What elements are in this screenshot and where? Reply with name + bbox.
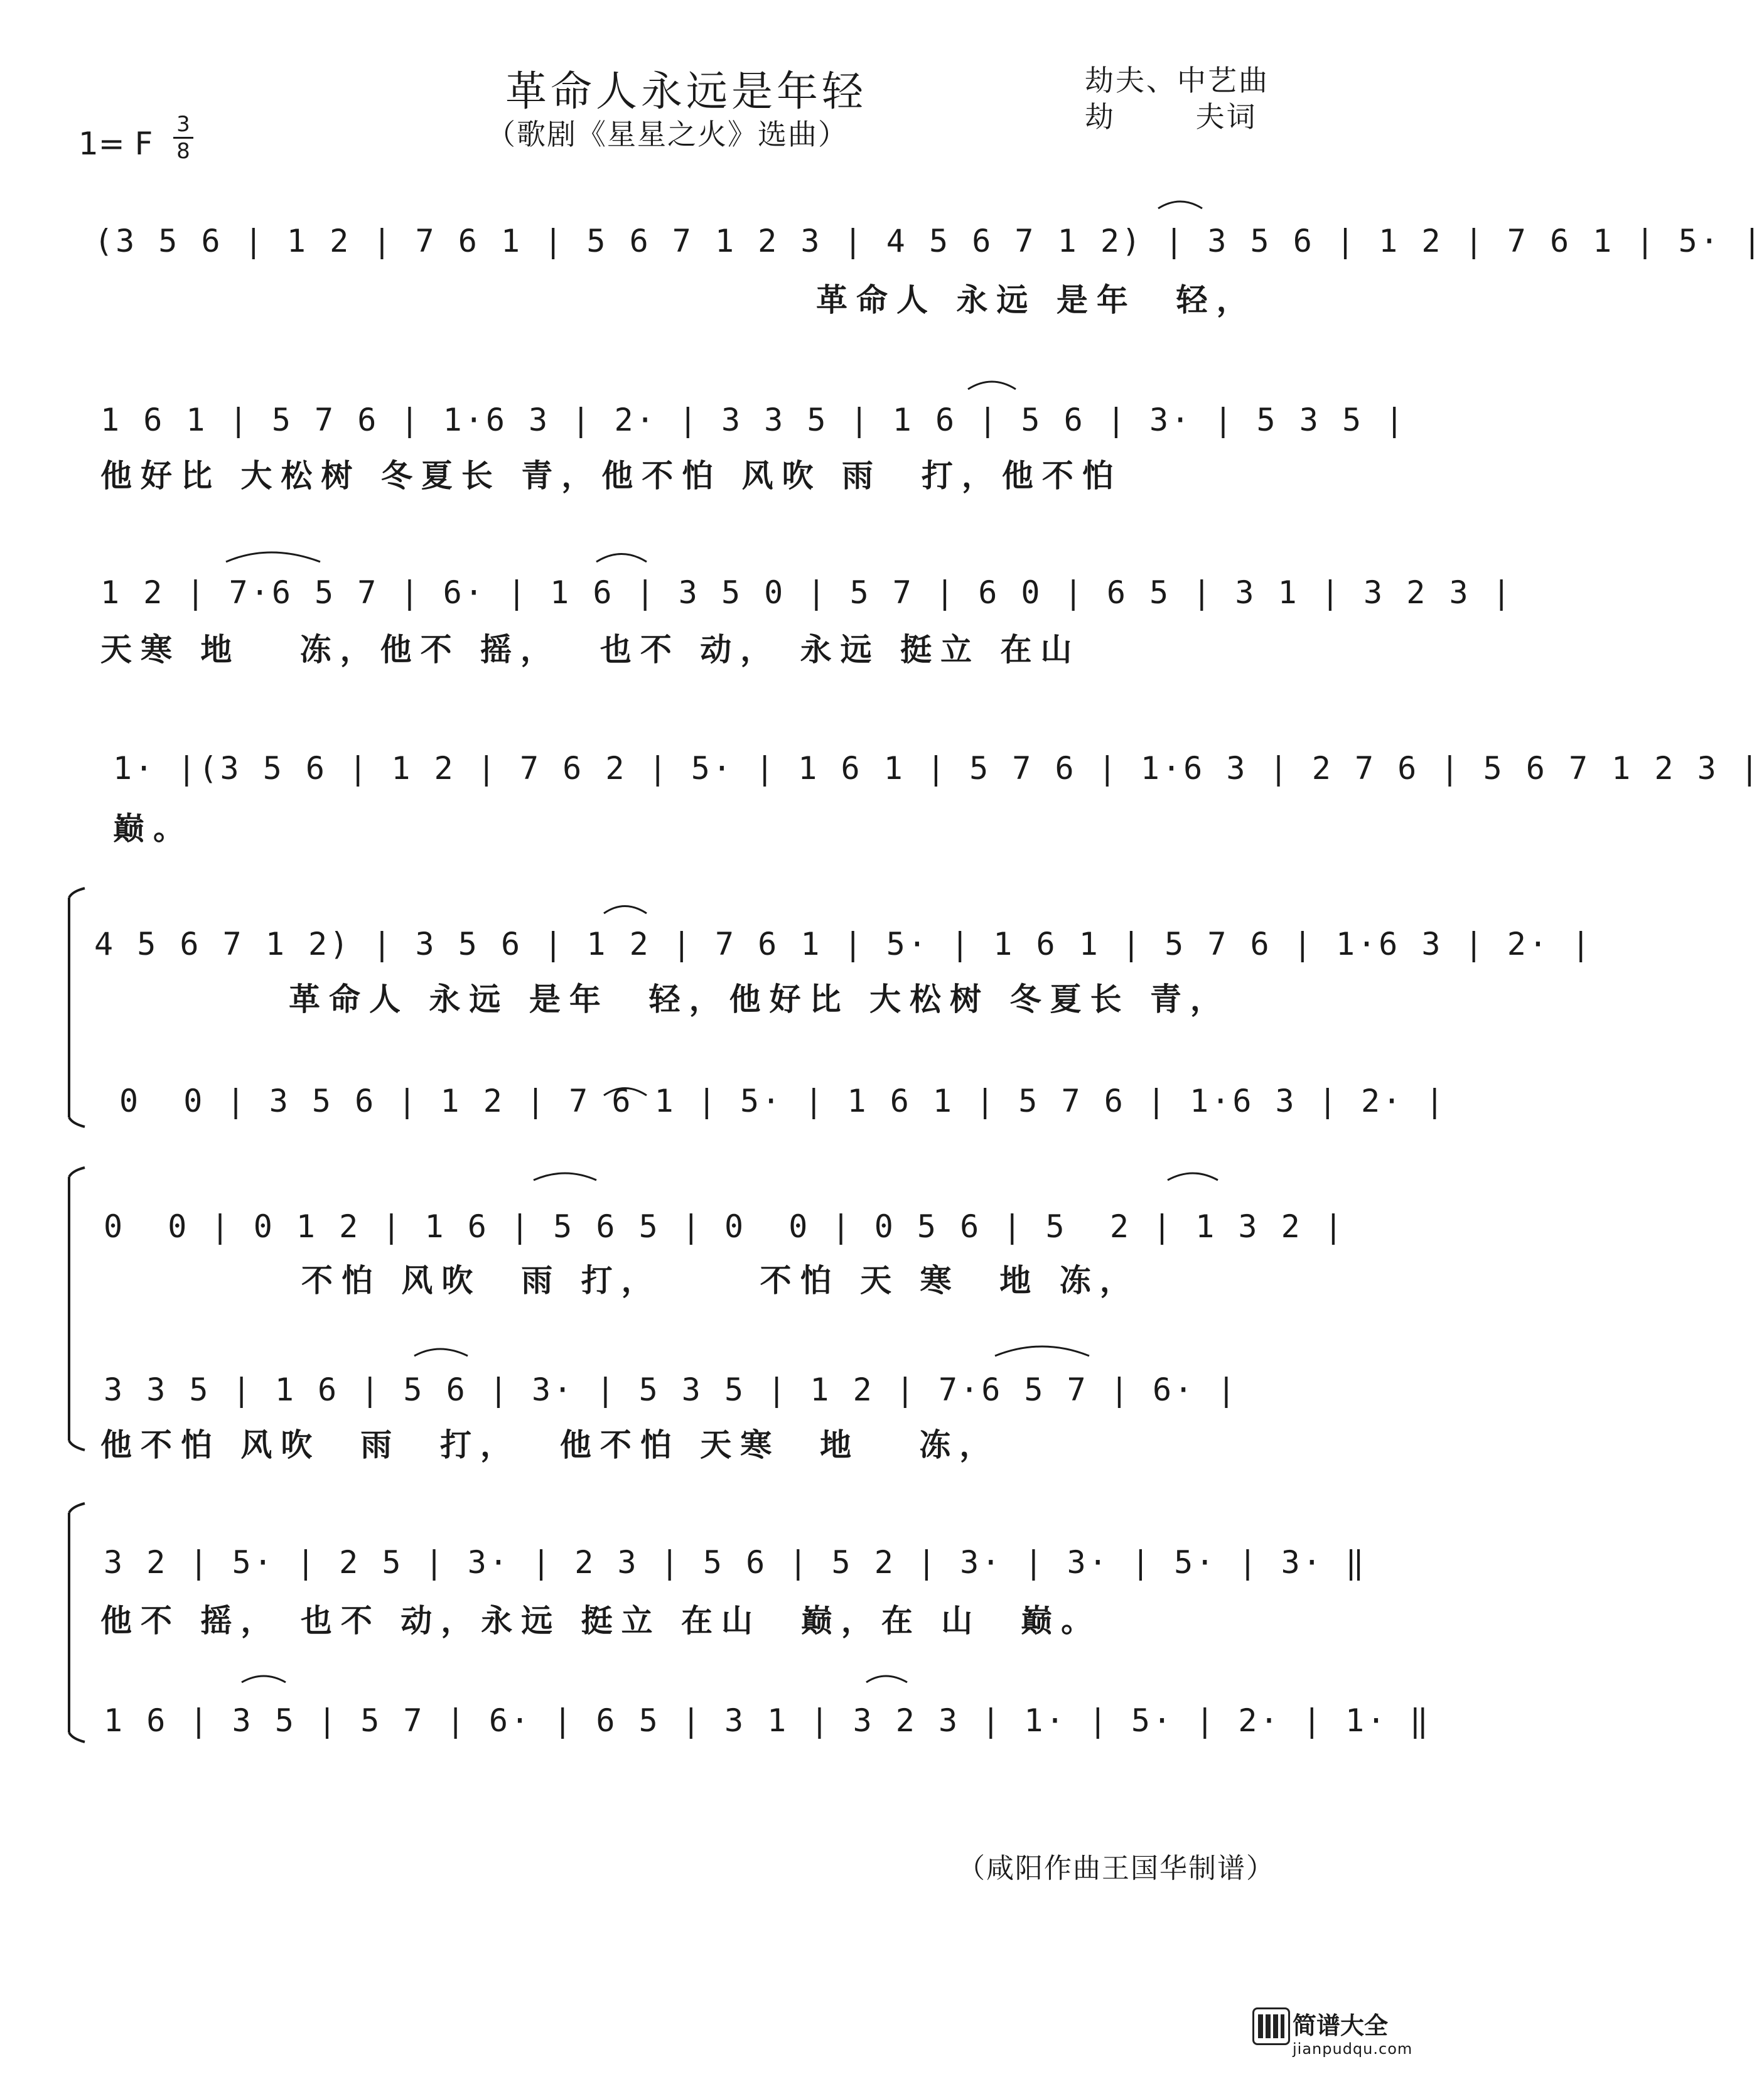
composer-credit: 劫夫、中艺曲: [1085, 63, 1269, 97]
song-subtitle: （歌剧《星星之火》选曲）: [487, 117, 848, 151]
system-4-lyrics: 巅。: [113, 810, 193, 847]
system-2-lyrics: 他好比 大松树 冬夏长 青，他不怕 风吹 雨 打，他不怕: [100, 457, 1122, 494]
system-9-lyrics: 他不 摇， 也不 动，永远 挺立 在山 巅，在 山 巅。: [100, 1602, 1102, 1639]
system-3-notes: 1 2 | 7·6 5 7 | 6· | 1 6 | 3 5 0 | 5 7 | 6 0 | 6 5 | 3 1 | 3 2 3 |: [100, 574, 1514, 611]
song-title: 革命人永远是年轻: [505, 67, 867, 116]
system-5-notes: 4 5 6 7 1 2) | 3 5 6 | 1 2 | 7 6 1 | 5· | 1 6 1 | 5 7 6 | 1·6 3 | 2· |: [94, 926, 1593, 962]
logo-text: 简谱大全: [1293, 2012, 1389, 2039]
system-8-lyrics: 他不怕 风吹 雨 打， 他不怕 天寒 地 冻，: [100, 1426, 1000, 1463]
system-7-lyrics: 不怕 风吹 雨 打， 不怕 天 寒 地 冻，: [301, 1262, 1140, 1299]
system-6-notes: 0 0 | 3 5 6 | 1 2 | 7 6 1 | 5· | 1 6 1 | 5 7 6 | 1·6 3 | 2· |: [119, 1083, 1447, 1119]
system-5-lyrics: 革命人 永远 是年 轻，他好比 大松树 冬夏长 青，: [289, 981, 1230, 1018]
time-denominator: 8: [176, 139, 190, 164]
piano-keys-icon: [1254, 2009, 1288, 2043]
system-1-lyrics: 革命人 永远 是年 轻，: [816, 281, 1257, 318]
site-logo: [1252, 2002, 1413, 2065]
time-numerator: 3: [176, 112, 190, 137]
logo-url: jianpudqu.com: [1293, 2040, 1413, 2058]
transcriber-credit: （咸阳作曲王国华制谱）: [957, 1852, 1275, 1884]
system-7-notes: 0 0 | 0 1 2 | 1 6 | 5 6 5 | 0 0 | 0 5 6 | 5 2 | 1 3 2 |: [104, 1208, 1345, 1245]
system-2-notes: 1 6 1 | 5 7 6 | 1·6 3 | 2· | 3 3 5 | 1 6 | 5 6 | 3· | 5 3 5 |: [100, 402, 1407, 438]
key-signature: 1= F: [78, 126, 153, 162]
system-10-notes: 1 6 | 3 5 | 5 7 | 6· | 6 5 | 3 1 | 3 2 3 | 1· | 5· | 2· | 1· ‖: [104, 1702, 1431, 1739]
lyricist-credit: 劫 夫词: [1085, 100, 1257, 134]
system-1-notes: (3 5 6 | 1 2 | 7 6 1 | 5 6 7 1 2 3 | 4 5 6 7 1 2) | 3 5 6 | 1 2 | 7 6 1 | 5· |: [94, 223, 1764, 259]
system-3-lyrics: 天寒 地 冻，他不 摇， 也不 动， 永远 挺立 在山: [100, 631, 1081, 668]
system-8-notes: 3 3 5 | 1 6 | 5 6 | 3· | 5 3 5 | 1 2 | 7·6 5 7 | 6· |: [104, 1372, 1239, 1408]
piano-logo-icon: [1252, 2007, 1290, 2045]
system-9-notes: 3 2 | 5· | 2 5 | 3· | 2 3 | 5 6 | 5 2 | 3· | 3· | 5· | 3· ‖: [104, 1544, 1367, 1581]
system-4-notes: 1· |(3 5 6 | 1 2 | 7 6 2 | 5· | 1 6 1 | 5 7 6 | 1·6 3 | 2 7 6 | 5 6 7 1 2 3 |: [113, 750, 1761, 787]
